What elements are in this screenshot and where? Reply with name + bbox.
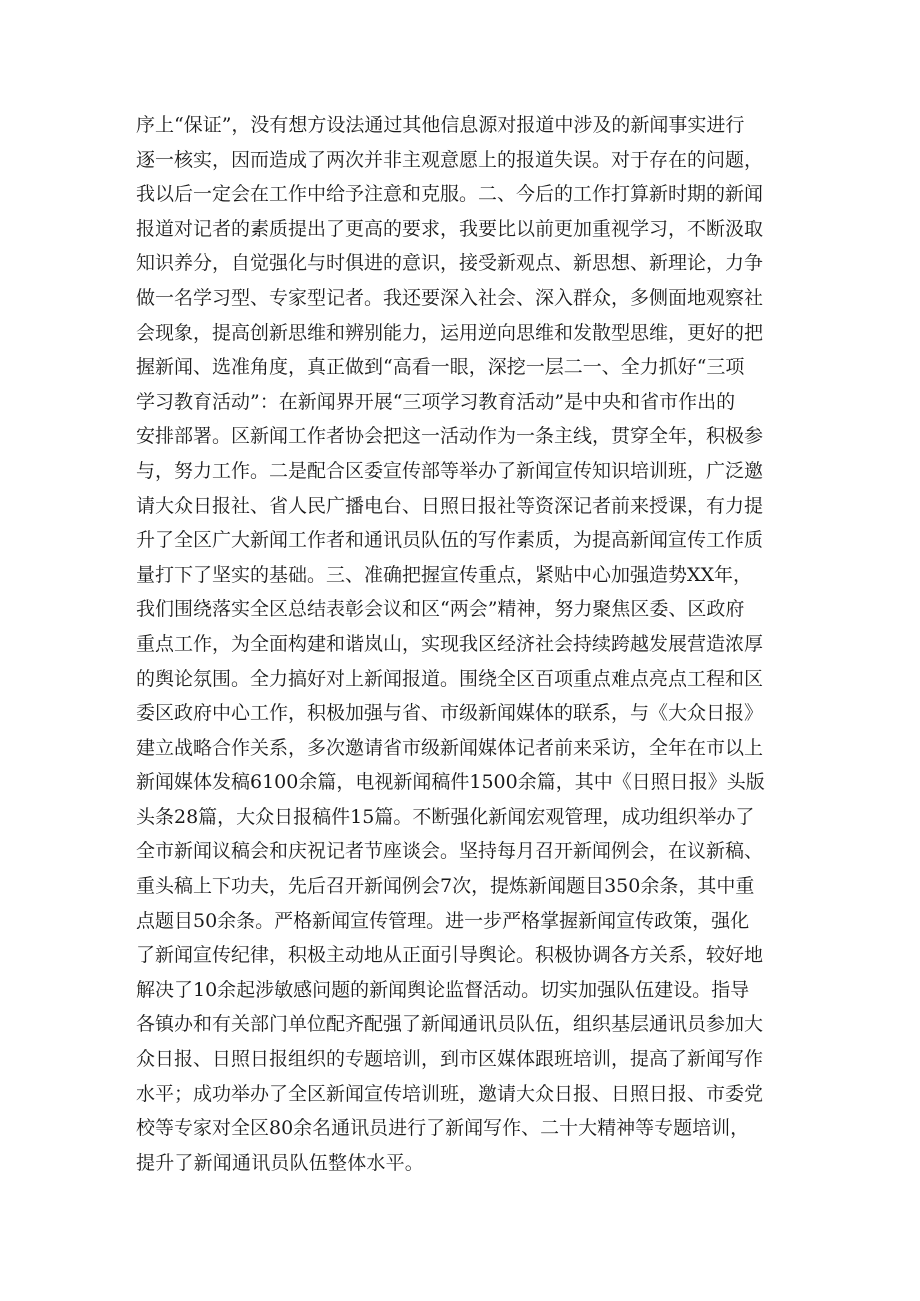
text-line: 的舆论氛围。全力搞好对上新闻报道。围绕全区百项重点难点亮点工程和区 <box>136 667 764 690</box>
text-line: 学习教育活动”：在新闻界开展“三项学习教育活动”是中央和省市作出的 <box>136 390 736 413</box>
text-line: 委区政府中心工作，积极加强与省、市级新闻媒体的联系，与《大众日报》 <box>136 702 764 725</box>
text-line: 升了全区广大新闻工作者和通讯员队伍的写作素质，为提高新闻宣传工作质 <box>136 529 764 552</box>
text-line: 校等专家对全区80余名通讯员进行了新闻写作、二十大精神等专题培训， <box>136 1117 750 1140</box>
text-line: 握新闻、选准角度，真正做到“高看一眼，深挖一层二一、全力抓好“三项 <box>136 356 745 379</box>
text-line: 做一名学习型、专家型记者。我还要深入社会、深入群众，多侧面地观察社 <box>136 286 764 309</box>
text-line: 各镇办和有关部门单位配齐配强了新闻通讯员队伍，组织基层通讯员参加大 <box>136 1013 764 1036</box>
text-line: 安排部署。区新闻工作者协会把这一活动作为一条主线，贯穿全年，积极参 <box>136 425 764 448</box>
text-line: 水平；成功举办了全区新闻宣传培训班，邀请大众日报、日照日报、市委党 <box>136 1082 764 1105</box>
text-line: 解决了10余起涉敏感问题的新闻舆论监督活动。切实加强队伍建设。指导 <box>136 978 750 1001</box>
text-line: 序上“保证”，没有想方设法通过其他信息源对报道中涉及的新闻事实进行 <box>136 114 745 136</box>
text-line: 众日报、日照日报组织的专题培训，到市区媒体跟班培训，提高了新闻写作 <box>136 1048 764 1071</box>
text-line: 点题目50余条。严格新闻宣传管理。进一步严格掌握新闻宣传政策，强化 <box>136 909 750 932</box>
text-line: 新闻媒体发稿6100余篇，电视新闻稿件1500余篇，其中《日照日报》头版 <box>136 771 765 794</box>
text-line: 请大众日报社、省人民广播电台、日照日报社等资深记者前来授课，有力提 <box>136 494 764 517</box>
text-line: 知识养分，自觉强化与时俱进的意识，接受新观点、新思想、新理论，力争 <box>136 252 764 275</box>
text-line: 报道对记者的素质提出了更高的要求，我要比以前更加重视学习，不断汲取 <box>136 217 764 240</box>
body-text <box>136 108 796 1180</box>
text-line: 全市新闻议稿会和庆祝记者节座谈会。坚持每月召开新闻例会，在议新稿、 <box>136 840 764 863</box>
text-line: 重点工作，为全面构建和谐岚山，实现我区经济社会持续跨越发展营造浓厚 <box>136 632 764 655</box>
text-line: 量打下了坚实的基础。三、准确把握宣传重点，紧贴中心加强造势XX年， <box>136 563 753 586</box>
text-line: 建立战略合作关系，多次邀请省市级新闻媒体记者前来采访，全年在市以上 <box>136 736 764 759</box>
text-line: 我以后一定会在工作中给予注意和克服。二、今后的工作打算新时期的新闻 <box>136 183 764 206</box>
text-line: 了新闻宣传纪律，积极主动地从正面引导舆论。积极协调各方关系，较好地 <box>136 944 764 967</box>
text-line: 逐一核实，因而造成了两次并非主观意愿上的报道失误。对于存在的问题， <box>136 148 764 171</box>
text-line: 会现象，提高创新思维和辨别能力，运用逆向思维和发散型思维，更好的把 <box>136 321 764 344</box>
text-line: 我们围绕落实全区总结表彰会议和区“两会”精神，努力聚焦区委、区政府 <box>136 598 745 621</box>
text-line: 重头稿上下功夫，先后召开新闻例会7次，提炼新闻题目350余条，其中重 <box>136 875 755 898</box>
text-line: 与，努力工作。二是配合区委宣传部等举办了新闻宣传知识培训班，广泛邀 <box>136 459 764 482</box>
text-line: 头条28篇，大众日报稿件15篇。不断强化新闻宏观管理，成功组织举办了 <box>136 805 755 828</box>
text-line: 提升了新闻通讯员队伍整体水平。 <box>136 1151 425 1174</box>
